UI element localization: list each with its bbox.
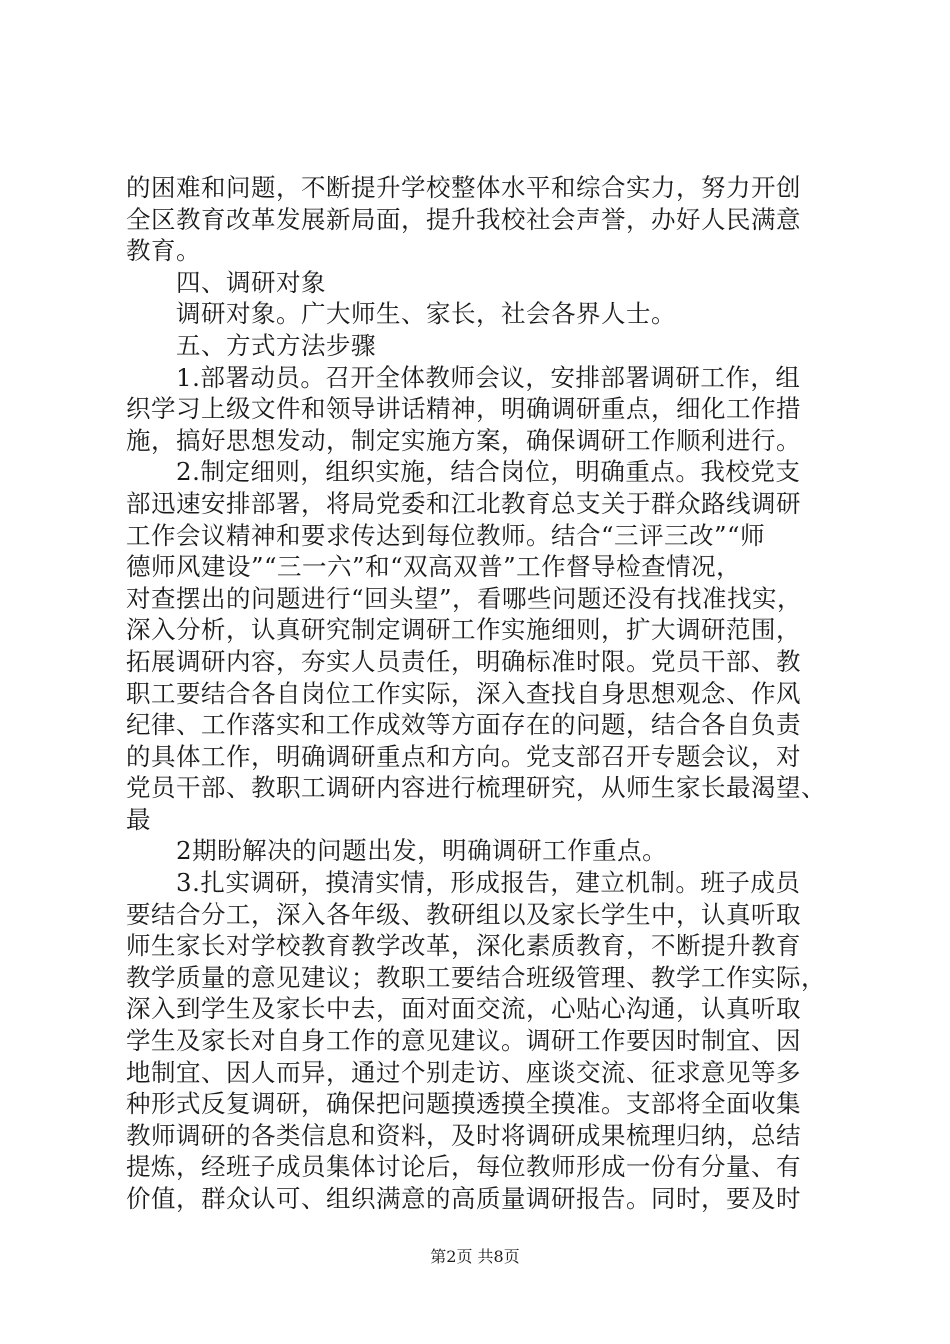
document-body: [126, 172, 836, 1215]
text-line: 拓展调研内容，夯实人员责任，明确标准时限。党员干部、教: [126, 646, 801, 676]
text-line: 职工要结合各自岗位工作实际，深入查找自身思想观念、作风: [126, 678, 801, 708]
text-line: 1.部署动员。召开全体教师会议，安排部署调研工作，组: [176, 362, 801, 392]
text-line: 提炼，经班子成员集体讨论后，每位教师形成一份有分量、有: [126, 1152, 801, 1182]
text-line: 全区教育改革发展新局面，提升我校社会声誉，办好人民满意: [126, 204, 801, 234]
text-line: 教师调研的各类信息和资料，及时将调研成果梳理归纳，总结: [126, 1120, 801, 1150]
text-line: 2.制定细则，组织实施，结合岗位，明确重点。我校党支: [176, 457, 801, 487]
text-line: 纪律、工作落实和工作成效等方面存在的问题，结合各自负责: [126, 710, 801, 740]
text-line: 五、方式方法步骤: [176, 330, 376, 360]
text-line: 德师风建设”“三一六”和“双高双普”工作督导检查情况，: [126, 552, 742, 582]
text-line: 要结合分工，深入各年级、教研组以及家长学生中，认真听取: [126, 899, 801, 929]
text-line: 的具体工作，明确调研重点和方向。党支部召开专题会议，对: [126, 741, 801, 771]
text-line: 价值，群众认可、组织满意的高质量调研报告。同时，要及时: [126, 1184, 801, 1213]
text-line: 地制宜、因人而异，通过个别走访、座谈交流、征求意见等多: [126, 1057, 801, 1087]
text-line: 师生家长对学校教育教学改革，深化素质教育，不断提升教育: [126, 931, 801, 961]
text-line: 织学习上级文件和领导讲话精神，明确调研重点，细化工作措: [126, 394, 801, 424]
text-line: 2期盼解决的问题出发，明确调研工作重点。: [176, 836, 668, 866]
text-line: 部迅速安排部署，将局党委和江北教育总支关于群众路线调研: [126, 488, 801, 518]
text-line: 四、调研对象: [176, 267, 326, 297]
page-footer: 第2页 共8页: [430, 1247, 520, 1266]
text-line: 施，搞好思想发动，制定实施方案，确保调研工作顺利进行。: [126, 425, 801, 455]
text-line: 对查摆出的问题进行“回头望”，看哪些问题还没有找准找实，: [126, 583, 803, 613]
text-line: 党员干部、教职工调研内容进行梳理研究，从师生家长最渴望、: [126, 773, 826, 803]
text-line: 学生及家长对自身工作的意见建议。调研工作要因时制宜、因: [126, 1026, 801, 1056]
text-line: 3.扎实调研，摸清实情，形成报告，建立机制。班子成员: [176, 868, 801, 898]
text-line: 教育。: [126, 236, 201, 266]
text-line: 深入分析，认真研究制定调研工作实施细则，扩大调研范围，: [126, 615, 801, 645]
text-line: 教学质量的意见建议；教职工要结合班级管理、教学工作实际，: [126, 962, 826, 992]
text-line: 工作会议精神和要求传达到每位教师。结合“三评三改”“师: [126, 520, 766, 550]
text-line: 调研对象。广大师生、家长，社会各界人士。: [176, 299, 676, 329]
text-line: 最: [126, 804, 151, 834]
text-line: 深入到学生及家长中去，面对面交流，心贴心沟通，认真听取: [126, 994, 801, 1024]
text-line: 种形式反复调研，确保把问题摸透摸全摸准。支部将全面收集: [126, 1089, 801, 1119]
text-line: 的困难和问题，不断提升学校整体水平和综合实力，努力开创: [126, 173, 801, 202]
